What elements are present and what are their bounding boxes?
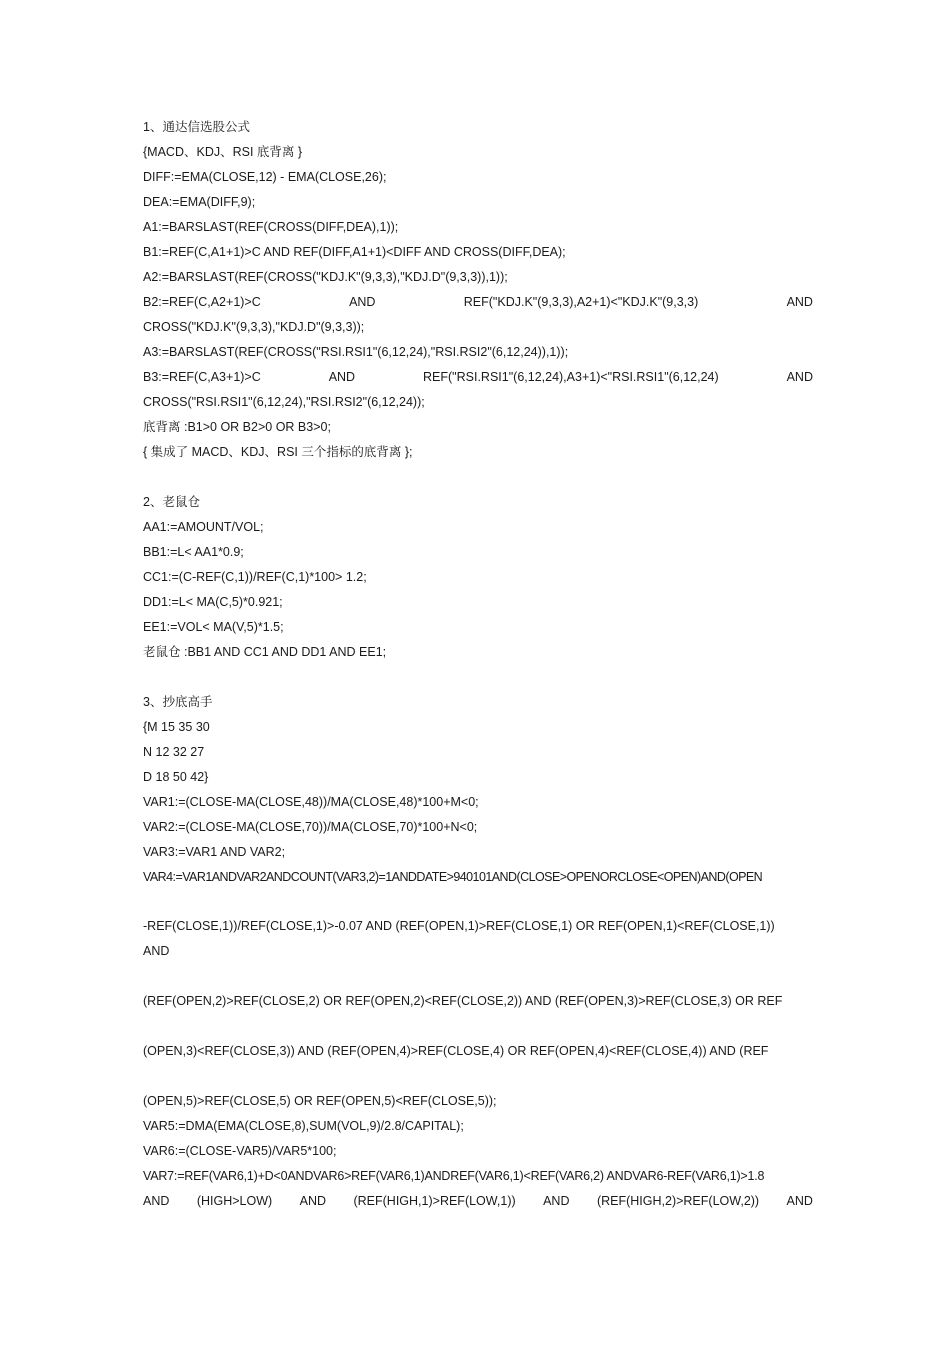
code-line: 底背离 :B1>0 OR B2>0 OR B3>0; bbox=[143, 420, 331, 434]
code-token: AND bbox=[786, 1194, 813, 1208]
code-line: BB1:=L< AA1*0.9; bbox=[143, 545, 244, 559]
code-token: AND bbox=[786, 295, 813, 309]
code-line-justified bbox=[143, 294, 813, 310]
code-token: (REF(HIGH,2)>REF(LOW,2)) bbox=[596, 1194, 760, 1208]
code-comment: N 12 32 27 bbox=[143, 745, 205, 759]
code-line: CROSS("KDJ.K"(9,3,3),"KDJ.D"(9,3,3)); bbox=[143, 320, 365, 334]
code-line: VAR3:=VAR1 AND VAR2; bbox=[143, 845, 286, 859]
code-token: AND bbox=[786, 370, 813, 384]
code-line: AA1:=AMOUNT/VOL; bbox=[143, 520, 264, 534]
code-line: A2:=BARSLAST(REF(CROSS("KDJ.K"(9,3,3),"KDJ.D"(9,3,3)),1)); bbox=[143, 270, 508, 284]
code-line: VAR5:=DMA(EMA(CLOSE,8),SUM(VOL,9)/2.8/CAPITAL); bbox=[143, 1119, 464, 1133]
code-line: VAR4:=VAR1ANDVAR2ANDCOUNT(VAR3,2)=1ANDDATE>940101AND(CLOSE>OPENORCLOSE<OPEN)AND(OPEN bbox=[143, 870, 763, 884]
code-line: A1:=BARSLAST(REF(CROSS(DIFF,DEA),1)); bbox=[143, 220, 399, 234]
code-token: AND bbox=[328, 370, 356, 384]
code-line: DD1:=L< MA(C,5)*0.921; bbox=[143, 595, 283, 609]
code-line: VAR2:=(CLOSE-MA(CLOSE,70))/MA(CLOSE,70)*100+N<0; bbox=[143, 820, 478, 834]
code-token: (REF(HIGH,1)>REF(LOW,1)) bbox=[353, 1194, 516, 1208]
code-line: DIFF:=EMA(CLOSE,12) - EMA(CLOSE,26); bbox=[143, 170, 387, 184]
code-token: AND bbox=[349, 295, 376, 309]
code-comment: {MACD、KDJ、RSI 底背离 } bbox=[143, 145, 303, 159]
code-token: AND bbox=[543, 1194, 570, 1208]
code-comment: {M 15 35 30 bbox=[143, 720, 210, 734]
code-token: (HIGH>LOW) bbox=[196, 1194, 273, 1208]
section-heading-3: 3、抄底高手 bbox=[143, 695, 213, 709]
code-token: B2:=REF(C,A2+1)>C bbox=[143, 295, 261, 309]
code-token: AND bbox=[299, 1194, 327, 1208]
code-line: EE1:=VOL< MA(V,5)*1.5; bbox=[143, 620, 284, 634]
code-token: REF("RSI.RSI1"(6,12,24),A3+1)<"RSI.RSI1"(6,12,24) bbox=[423, 370, 719, 384]
code-line: DEA:=EMA(DIFF,9); bbox=[143, 195, 256, 209]
code-token: AND bbox=[143, 1194, 170, 1208]
code-token: REF("KDJ.K"(9,3,3),A2+1)<"KDJ.K"(9,3,3) bbox=[463, 295, 699, 309]
code-line: (OPEN,5)>REF(CLOSE,5) OR REF(OPEN,5)<REF(CLOSE,5)); bbox=[143, 1094, 497, 1108]
code-comment: D 18 50 42} bbox=[143, 770, 209, 784]
code-line: (OPEN,3)<REF(CLOSE,3)) AND (REF(OPEN,4)>REF(CLOSE,4) OR REF(OPEN,4)<REF(CLOSE,4)) AND (REF bbox=[143, 1044, 769, 1058]
code-line: VAR7:=REF(VAR6,1)+D<0ANDVAR6>REF(VAR6,1)ANDREF(VAR6,1)<REF(VAR6,2) ANDVAR6-REF(VAR6,1)>1.8 bbox=[143, 1169, 765, 1183]
code-line: VAR1:=(CLOSE-MA(CLOSE,48))/MA(CLOSE,48)*100+M<0; bbox=[143, 795, 479, 809]
code-line: CROSS("RSI.RSI1"(6,12,24),"RSI.RSI2"(6,12,24)); bbox=[143, 395, 425, 409]
code-line: B1:=REF(C,A1+1)>C AND REF(DIFF,A1+1)<DIFF AND CROSS(DIFF,DEA); bbox=[143, 245, 566, 259]
code-line: (REF(OPEN,2)>REF(CLOSE,2) OR REF(OPEN,2)<REF(CLOSE,2)) AND (REF(OPEN,3)>REF(CLOSE,3) OR REF bbox=[143, 994, 783, 1008]
section-heading-1: 1、通达信选股公式 bbox=[143, 120, 250, 134]
code-line: CC1:=(C-REF(C,1))/REF(C,1)*100> 1.2; bbox=[143, 570, 367, 584]
code-line: AND bbox=[143, 944, 170, 958]
section-heading-2: 2、老鼠仓 bbox=[143, 495, 200, 509]
code-line: VAR6:=(CLOSE-VAR5)/VAR5*100; bbox=[143, 1144, 337, 1158]
code-token: B3:=REF(C,A3+1)>C bbox=[143, 370, 261, 384]
code-line-justified bbox=[143, 1193, 813, 1209]
code-comment: { 集成了 MACD、KDJ、RSI 三个指标的底背离 }; bbox=[143, 445, 413, 459]
code-line: -REF(CLOSE,1))/REF(CLOSE,1)>-0.07 AND (REF(OPEN,1)>REF(CLOSE,1) OR REF(OPEN,1)<REF(CLOSE,1)) bbox=[143, 919, 775, 933]
code-line: 老鼠仓 :BB1 AND CC1 AND DD1 AND EE1; bbox=[143, 645, 387, 659]
code-line-justified bbox=[143, 369, 813, 385]
code-line: A3:=BARSLAST(REF(CROSS("RSI.RSI1"(6,12,24),"RSI.RSI2"(6,12,24)),1)); bbox=[143, 345, 569, 359]
